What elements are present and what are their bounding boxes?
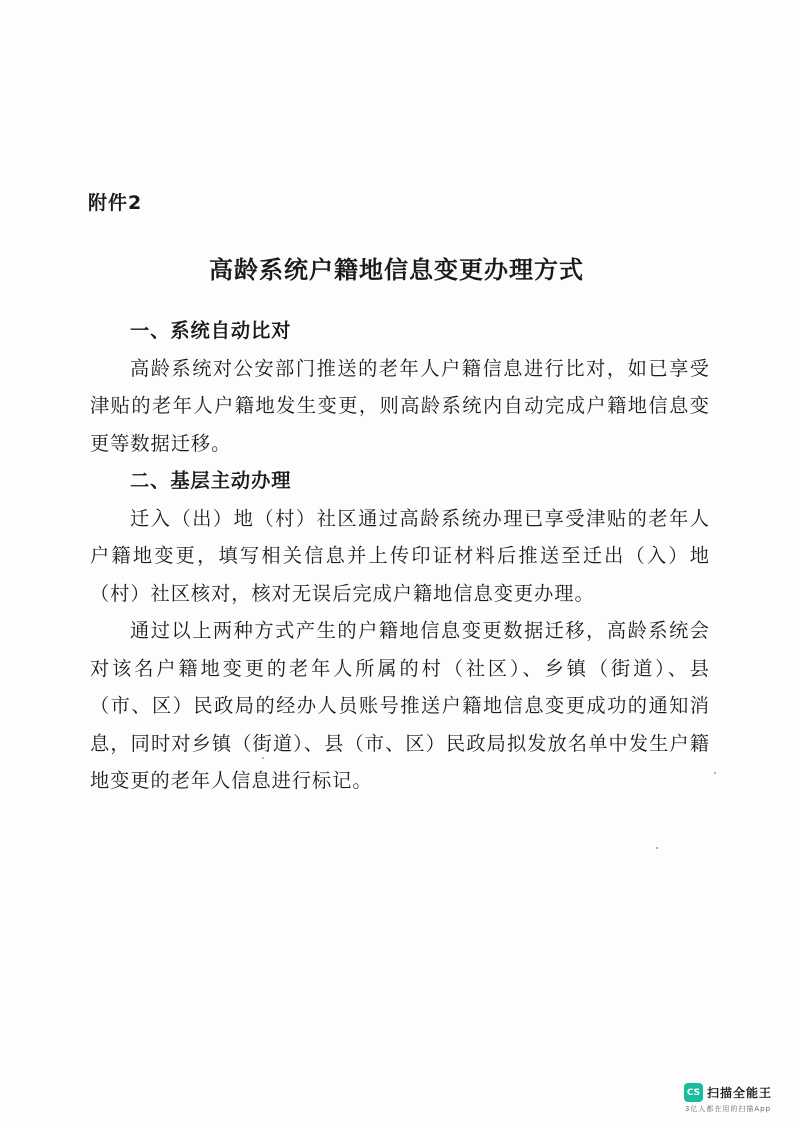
camscanner-logo-icon: CS bbox=[684, 1083, 703, 1102]
attachment-label: 附件2 bbox=[88, 192, 143, 214]
closing-paragraph: 通过以上两种方式产生的户籍地信息变更数据迁移，高龄系统会对该名户籍地变更的老年人所属的村（社区）、乡镇（街道）、县（市、区）民政局的经办人员账号推送户籍地信息变更成功的通知消息，同时对乡镇（街道）、县（市、区）民政局拟发放名单中发生户籍地变更的老年人信息进行标记。 bbox=[90, 619, 710, 792]
section-2-paragraph: 迁入（出）地（村）社区通过高龄系统办理已享受津贴的老年人户籍地变更，填写相关信息并上传印证材料后推送至迁出（入）地（村）社区核对，核对无误后完成户籍地信息变更办理。 bbox=[90, 506, 710, 605]
scan-speck bbox=[714, 772, 716, 774]
scan-speck bbox=[656, 847, 658, 849]
scan-speck bbox=[262, 757, 264, 759]
section-2-heading: 二、基层主动办理 bbox=[130, 469, 292, 492]
scanner-watermark bbox=[673, 1083, 783, 1114]
section-1-paragraph: 高龄系统对公安部门推送的老年人户籍信息进行比对，如已享受津贴的老年人户籍地发生变更，则高龄系统内自动完成户籍地信息变更等数据迁移。 bbox=[90, 356, 710, 455]
document-title: 高龄系统户籍地信息变更办理方式 bbox=[209, 256, 584, 284]
watermark-app-name: 扫描全能王 bbox=[706, 1086, 772, 1100]
section-1-heading: 一、系统自动比对 bbox=[130, 319, 292, 342]
watermark-tagline: 3亿人都在用的扫描App bbox=[684, 1105, 772, 1113]
document-body bbox=[90, 312, 710, 800]
